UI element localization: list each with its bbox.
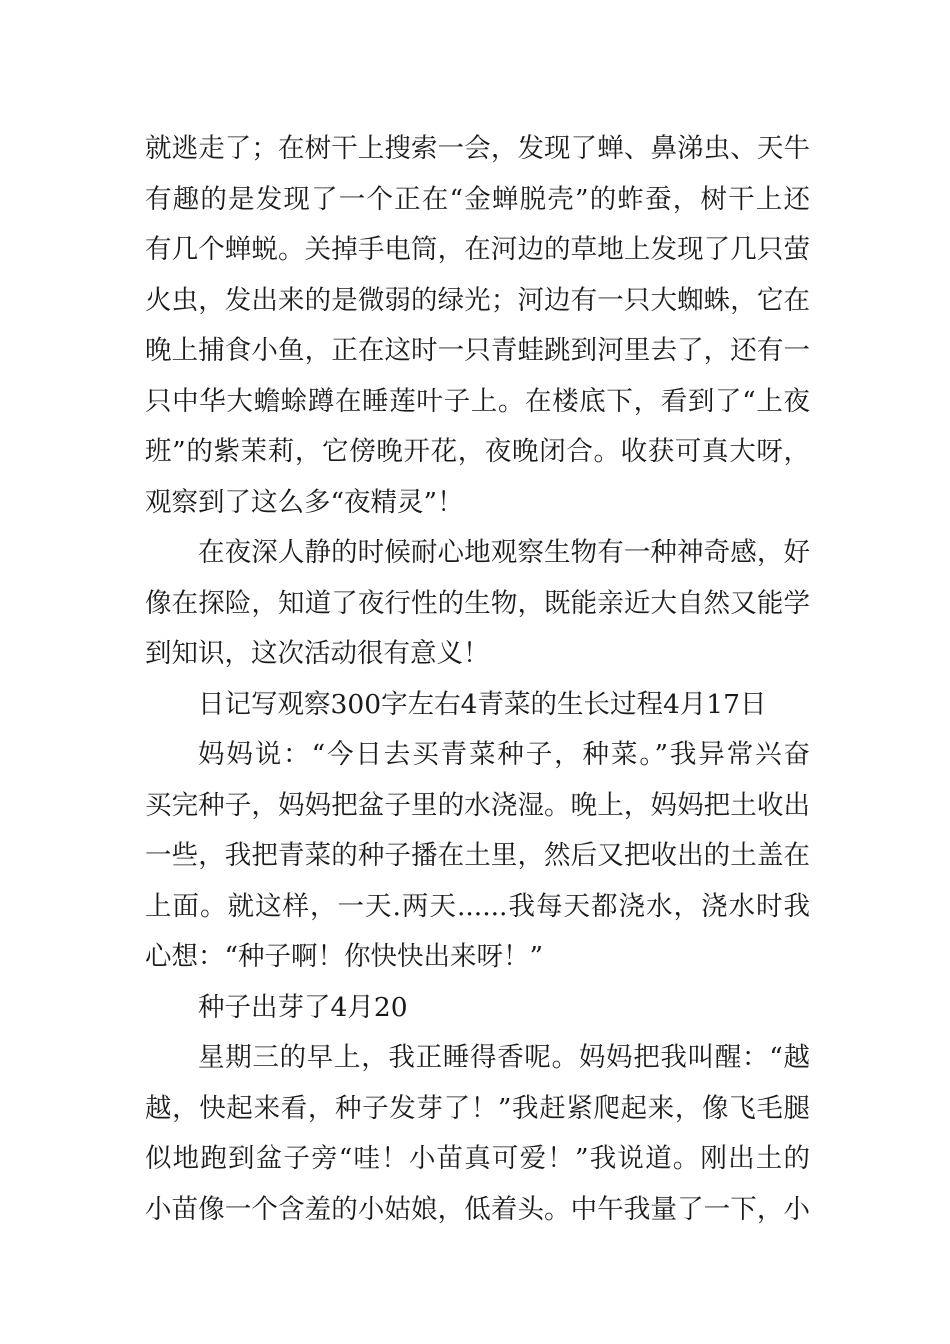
document-body [145,124,810,1235]
paragraph-first-line: 星期三的早上，我正睡得香呢。妈妈把我叫醒：“越 [198,1042,810,1073]
text-line: 晚上捕食小鱼，正在这时一只青蛙跳到河里去了，还有一 [145,335,810,366]
text-line: 观察到了这么多“夜精灵”！ [145,486,464,518]
paragraph-first-line: 妈妈说：“今日去买青菜种子，种菜。”我异常兴奋 [198,739,810,770]
text-line: 一些，我把青菜的种子播在土里，然后又把收出的土盖在 [145,840,810,871]
section-heading: 日记写观察300字左右4青菜的生长过程4月17日 [198,688,767,720]
text-line: 像在探险，知道了夜行性的生物，既能亲近大自然又能学 [145,587,810,619]
text-line: 有趣的是发现了一个正在“金蝉脱壳”的蚱蚕，树干上还 [145,183,810,215]
text-line: 火虫，发出来的是微弱的绿光；河边有一只大蜘蛛，它在 [145,284,810,316]
text-line: 心想：“种子啊！你快快出来呀！” [145,941,544,972]
text-line: 就逃走了；在树干上搜索一会，发现了蝉、鼻涕虫、天牛 [145,133,810,164]
text-line: 买完种子，妈妈把盆子里的水浇湿。晚上，妈妈把土收出 [145,789,810,821]
paragraph-first-line: 在夜深人静的时候耐心地观察生物有一种神奇感，好 [198,537,810,568]
text-line: 有几个蝉蜕。关掉手电筒，在河边的草地上发现了几只萤 [145,234,810,265]
text-line: 越，快起来看，种子发芽了！”我赶紧爬起来，像飞毛腿 [145,1092,810,1124]
text-line: 上面。就这样，一天.两天......我每天都浇水，浇水时我 [145,890,810,922]
text-line: 到知识，这次活动很有意义！ [145,638,490,669]
text-line: 班”的紫茉莉，它傍晚开花，夜晚闭合。收获可真大呀， [145,436,810,467]
text-line: 只中华大蟾蜍蹲在睡莲叶子上。在楼底下，看到了“上夜 [145,385,810,417]
text-line: 小苗像一个含羞的小姑娘，低着头。中午我量了一下，小 [145,1193,810,1225]
text-line: 似地跑到盆子旁“哇！小苗真可爱！”我说道。刚出土的 [145,1143,810,1174]
section-heading: 种子出芽了4月20 [198,991,408,1023]
